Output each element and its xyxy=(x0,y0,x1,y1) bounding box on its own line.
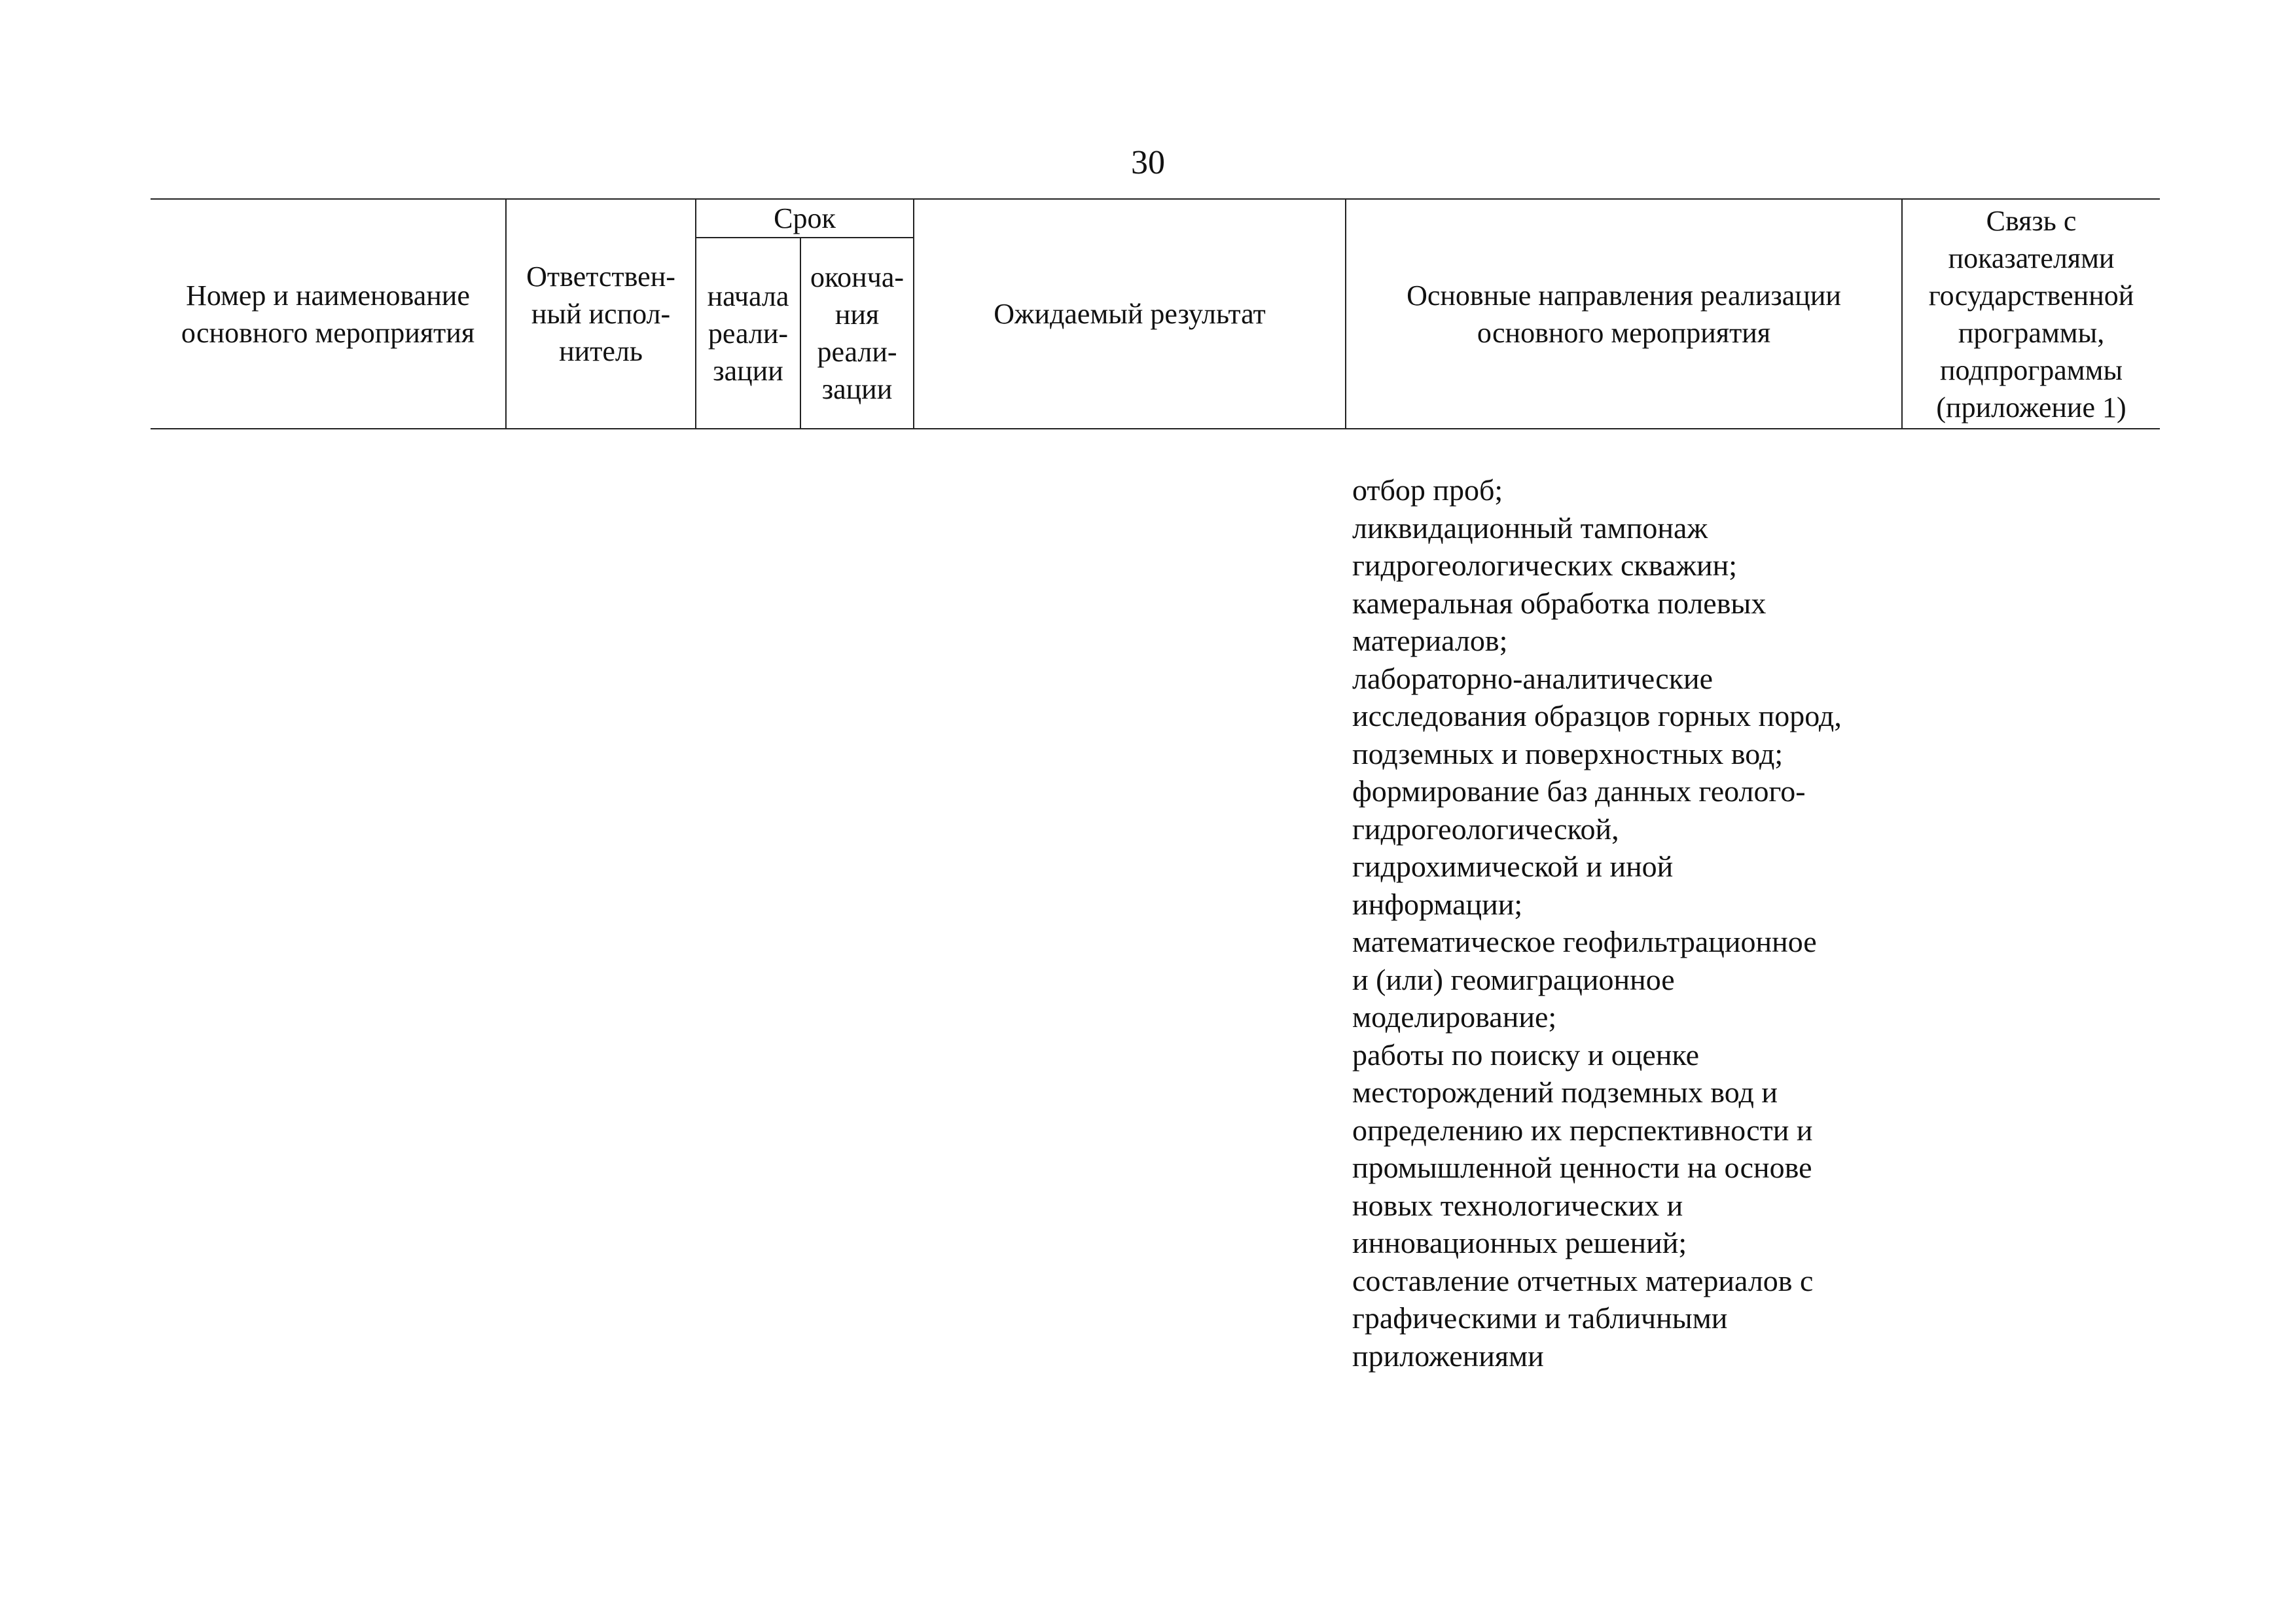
direction-line: гидрохимической и иной xyxy=(1352,850,1674,883)
direction-line: камеральная обработка полевых xyxy=(1352,586,1767,620)
direction-line: приложениями xyxy=(1352,1339,1544,1373)
direction-line: отбор проб; xyxy=(1352,473,1503,507)
direction-line: моделирование; xyxy=(1352,1000,1557,1034)
table-header xyxy=(151,198,2160,429)
header-indicators-link: Связь с показателями государственной программы, подпрограммы (приложение 1) xyxy=(1902,199,2160,429)
direction-line: ликвидационный тампонаж xyxy=(1352,511,1708,545)
direction-line: графическими и табличными xyxy=(1352,1301,1728,1335)
page-number: 30 xyxy=(1131,144,1165,181)
direction-line: работы по поиску и оценке xyxy=(1352,1038,1700,1072)
direction-line: подземных и поверхностных вод; xyxy=(1352,736,1784,770)
main-directions-text xyxy=(1352,471,1915,1375)
direction-line: формирование баз данных геолого- xyxy=(1352,774,1806,808)
direction-line: математическое геофильтрационное xyxy=(1352,925,1817,958)
direction-line: информации; xyxy=(1352,887,1523,921)
header-term-start: начала реали-зации xyxy=(696,238,800,429)
direction-line: исследования образцов горных пород, xyxy=(1352,699,1842,732)
direction-line: составление отчетных материалов с xyxy=(1352,1263,1814,1297)
direction-line: и (или) геомиграционное xyxy=(1352,962,1675,996)
header-responsible: Ответствен-ный испол-нитель xyxy=(506,199,696,429)
direction-line: определению их перспективности и xyxy=(1352,1113,1813,1147)
direction-line: материалов; xyxy=(1352,624,1508,657)
direction-line: месторождений подземных вод и xyxy=(1352,1075,1778,1109)
direction-line: инновационных решений; xyxy=(1352,1226,1687,1259)
direction-line: лабораторно-аналитические xyxy=(1352,661,1713,695)
header-measure-name: Номер и наименование основного мероприятия xyxy=(151,199,506,429)
header-main-directions: Основные направления реализации основного мероприятия xyxy=(1346,199,1902,429)
direction-line: гидрогеологической, xyxy=(1352,812,1619,846)
direction-line: гидрогеологических скважин; xyxy=(1352,549,1738,582)
header-term-end: оконча-ния реали-зации xyxy=(800,238,914,429)
header-term: Срок xyxy=(696,199,914,238)
header-expected-result: Ожидаемый результат xyxy=(914,199,1346,429)
direction-line: промышленной ценности на основе xyxy=(1352,1151,1812,1184)
direction-line: новых технологических и xyxy=(1352,1188,1683,1222)
